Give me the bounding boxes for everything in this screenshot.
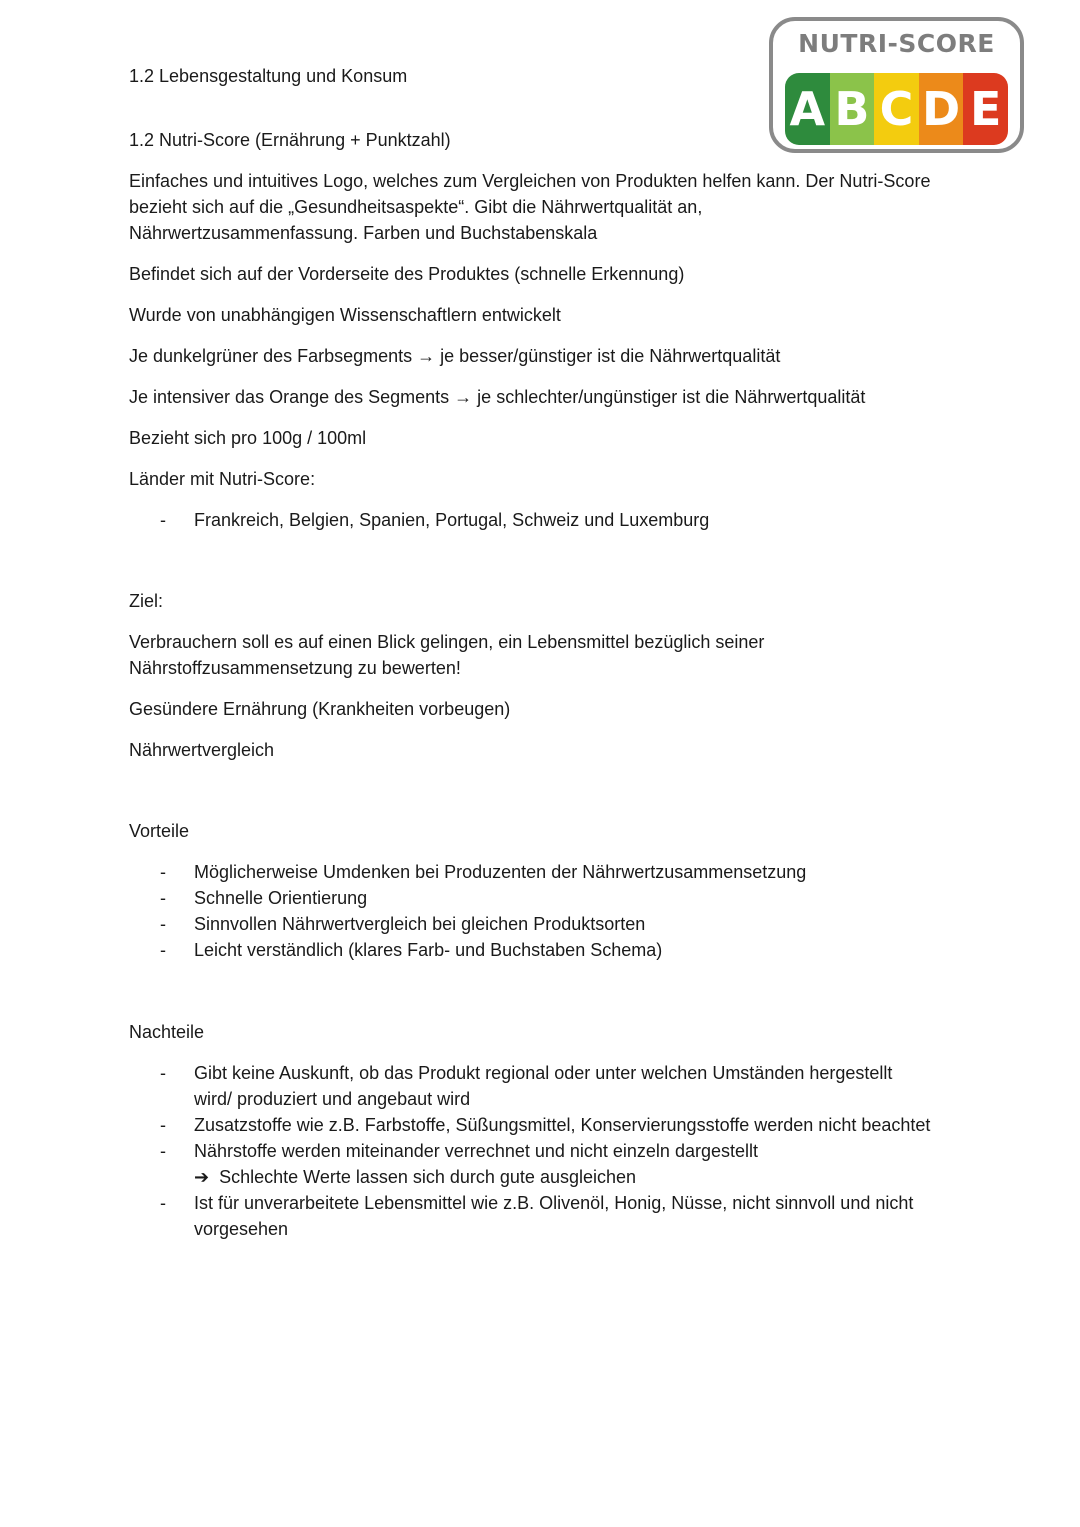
- fact-dark-green: Je dunkelgrüner des Farbsegments → je besser/günstiger ist die Nährwertqualität: [129, 346, 781, 366]
- subsection-title: 1.2 Nutri-Score (Ernährung + Punktzahl): [129, 130, 451, 150]
- list-dash: -: [160, 510, 166, 530]
- nutri-score-segment-c: C: [874, 73, 919, 145]
- goal-line-1: Verbrauchern soll es auf einen Blick gelingen, ein Lebensmittel bezüglich seiner: [129, 632, 765, 652]
- list-dash: -: [160, 940, 166, 960]
- countries-list-item: Frankreich, Belgien, Spanien, Portugal, Schweiz und Luxemburg: [194, 510, 710, 530]
- advantages-heading: Vorteile: [129, 821, 190, 841]
- nutri-score-logo-title: NUTRI-SCORE: [798, 29, 995, 58]
- list-dash: -: [160, 1115, 166, 1135]
- disadvantage-item-line: Gibt keine Auskunft, ob das Produkt regional oder unter welchen Umständen hergestellt: [194, 1063, 893, 1083]
- intro-line-3: Nährwertzusammenfassung. Farben und Buchstabenskala: [129, 223, 598, 243]
- nutri-score-logo: [769, 17, 1024, 153]
- disadvantage-item-line: wird/ produziert und angebaut wird: [194, 1089, 471, 1109]
- list-dash: -: [160, 888, 166, 908]
- list-dash: -: [160, 1141, 166, 1161]
- intro-line-1: Einfaches und intuitives Logo, welches zum Vergleichen von Produkten helfen kann. Der Nutri-Score: [129, 171, 931, 191]
- goal-line-2: Nährstoffzusammensetzung zu bewerten!: [129, 658, 461, 678]
- fact-per-100g: Bezieht sich pro 100g / 100ml: [129, 428, 367, 448]
- disadvantage-item: Zusatzstoffe wie z.B. Farbstoffe, Süßungsmittel, Konservierungsstoffe werden nicht beachtet: [194, 1115, 931, 1135]
- advantage-item: Sinnvollen Nährwertvergleich bei gleichen Produktsorten: [194, 914, 646, 934]
- advantage-item: Leicht verständlich (klares Farb- und Buchstaben Schema): [194, 940, 663, 960]
- advantage-item: Schnelle Orientierung: [194, 888, 368, 908]
- advantage-item: Möglicherweise Umdenken bei Produzenten der Nährwertzusammensetzung: [194, 862, 807, 882]
- disadvantage-item-line: vorgesehen: [194, 1219, 289, 1239]
- intro-line-2: bezieht sich auf die „Gesundheitsaspekte“. Gibt die Nährwertqualität an,: [129, 197, 703, 217]
- disadvantage-subpoint: [194, 1164, 636, 1190]
- goal-point-health: Gesündere Ernährung (Krankheiten vorbeugen): [129, 699, 511, 719]
- arrow-right-icon: ➔: [194, 1167, 210, 1187]
- fact-front-side: Befindet sich auf der Vorderseite des Produktes (schnelle Erkennung): [129, 264, 685, 284]
- section-title: 1.2 Lebensgestaltung und Konsum: [129, 66, 408, 86]
- list-dash: -: [160, 914, 166, 934]
- goal-heading: Ziel:: [129, 591, 164, 611]
- goal-point-comparison: Nährwertvergleich: [129, 740, 275, 760]
- list-dash: -: [160, 1063, 166, 1083]
- list-dash: -: [160, 862, 166, 882]
- nutri-score-segment-a: A: [785, 73, 830, 145]
- disadvantages-heading: Nachteile: [129, 1022, 205, 1042]
- disadvantage-subpoint-text: Schlechte Werte lassen sich durch gute ausgleichen: [219, 1167, 637, 1187]
- fact-countries-label: Länder mit Nutri-Score:: [129, 469, 316, 489]
- fact-orange: Je intensiver das Orange des Segments → je schlechter/ungünstiger ist die Nährwertqualität: [129, 387, 866, 407]
- nutri-score-segment-d: D: [919, 73, 964, 145]
- disadvantage-item: Nährstoffe werden miteinander verrechnet und nicht einzeln dargestellt: [194, 1141, 758, 1161]
- list-dash: -: [160, 1193, 166, 1213]
- disadvantage-item-line: Ist für unverarbeitete Lebensmittel wie z.B. Olivenöl, Honig, Nüsse, nicht sinnvoll und nicht: [194, 1193, 914, 1213]
- fact-developed-by: Wurde von unabhängigen Wissenschaftlern entwickelt: [129, 305, 561, 325]
- nutri-score-segment-b: B: [830, 73, 875, 145]
- nutri-score-scale: [785, 73, 1008, 145]
- nutri-score-segment-e: E: [963, 73, 1008, 145]
